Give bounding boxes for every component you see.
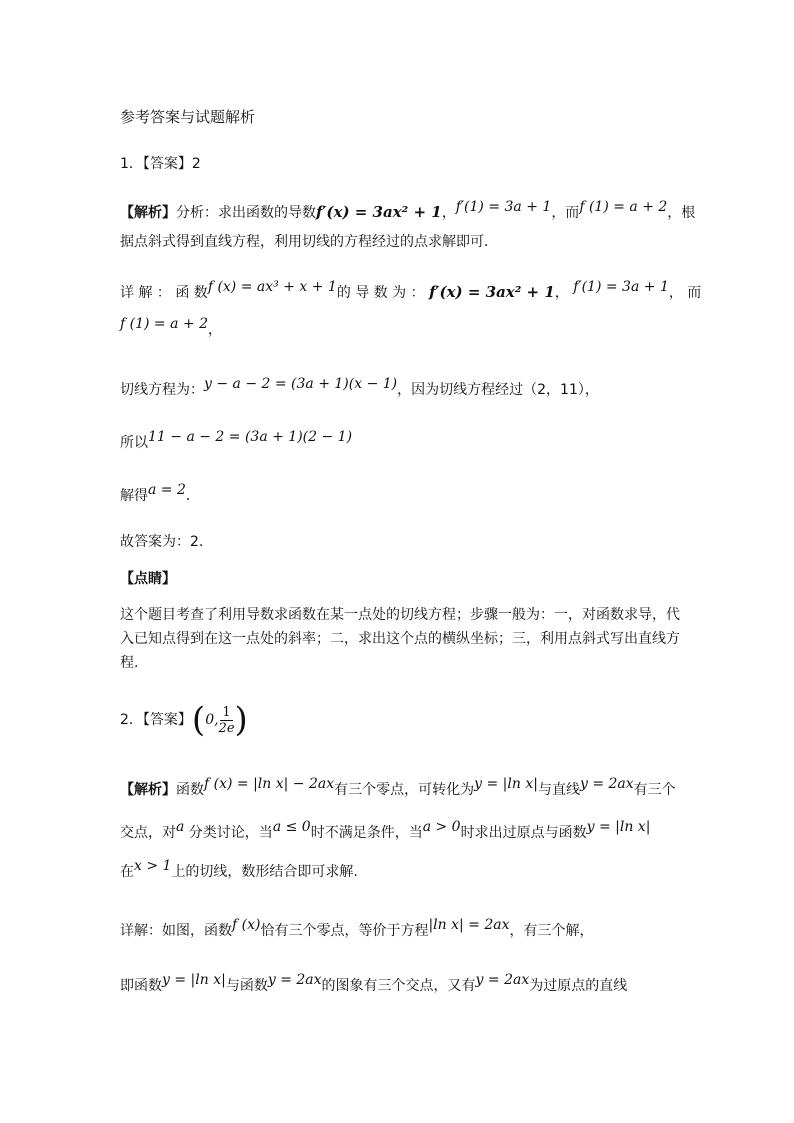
detail-text: ，有三个解， bbox=[509, 923, 594, 939]
analysis-text: 与直线 bbox=[537, 782, 580, 798]
q2-detail-line-2 bbox=[120, 972, 628, 996]
detail-text: 即函数 bbox=[120, 978, 162, 994]
detail-text: ， 而 bbox=[668, 285, 702, 301]
f1-value: f (1) = a + 2 bbox=[120, 316, 208, 332]
q1-solve-line bbox=[120, 482, 200, 506]
q1-answer-line: 故答案为：2. bbox=[120, 534, 204, 550]
tangent-equation: y − a − 2 = (3a + 1)(x − 1) bbox=[204, 376, 398, 392]
analysis-text: 时求出过原点与函数 bbox=[460, 825, 587, 841]
q2-header-text: 2．【答案】 bbox=[120, 712, 192, 728]
analysis-text: 交点，对 bbox=[120, 825, 176, 841]
analysis-text: 在 bbox=[120, 864, 134, 880]
right-paren: ) bbox=[234, 700, 248, 740]
analysis-text: 有三个 bbox=[633, 782, 676, 798]
f1-derivative-value: f′(1) = 3a + 1 bbox=[455, 199, 552, 215]
ln-abs-formula: y = |ln x| bbox=[162, 972, 226, 988]
tangent-text: ，因为切线方程经过（2，11）， bbox=[397, 382, 599, 398]
answer-fraction bbox=[219, 705, 235, 736]
detail-label: 详 解 ： 函 数 bbox=[120, 285, 208, 301]
detail-text: 的 导 数 为 ： bbox=[336, 285, 425, 301]
ln-abs-formula: y = |ln x| bbox=[474, 776, 538, 792]
solve-suffix: ． bbox=[185, 488, 200, 504]
function-formula: f (x) = ax³ + x + 1 bbox=[207, 279, 337, 295]
so-label: 所以 bbox=[120, 435, 148, 451]
q1-detail-line-2 bbox=[120, 316, 222, 340]
tangent-label: 切线方程为： bbox=[120, 382, 204, 398]
separator: ， bbox=[441, 205, 456, 221]
detail-text: 与函数 bbox=[225, 978, 268, 994]
q1-answer-header: 1．【答案】2 bbox=[120, 156, 201, 172]
analysis-text: 分类讨论，当 bbox=[184, 825, 273, 841]
detail-text: 详解：如图，函数 bbox=[120, 923, 232, 939]
analysis-label: 【解析】 bbox=[120, 205, 176, 221]
analysis-text: 有三个零点，可转化为 bbox=[334, 782, 475, 798]
q2-analysis-line-3 bbox=[120, 858, 358, 882]
fraction-denominator: 2e bbox=[218, 720, 235, 736]
ln-abs-formula: y = |ln x| bbox=[586, 819, 651, 835]
separator: ， bbox=[207, 322, 222, 338]
detail-text: 恰有三个零点，等价于方程 bbox=[260, 923, 429, 939]
q2-detail-line-1 bbox=[120, 917, 594, 941]
line-formula: y = 2ax bbox=[267, 972, 322, 988]
detail-text: 的图象有三个交点，又有 bbox=[321, 978, 476, 994]
condition-a-gt-0: a > 0 bbox=[422, 819, 461, 835]
function-formula: f (x) = |ln x| − 2ax bbox=[204, 776, 335, 792]
fraction-numerator: 1 bbox=[222, 704, 231, 720]
analysis-text: 时不满足条件，当 bbox=[310, 825, 423, 841]
detail-text: 为过原点的直线 bbox=[529, 978, 628, 994]
connector-text: ，而 bbox=[551, 205, 580, 221]
line-formula: y = 2ax bbox=[579, 776, 634, 792]
function-fx: f (x) bbox=[232, 917, 261, 933]
variable-a: a bbox=[176, 819, 185, 835]
separator: ， bbox=[554, 285, 569, 301]
condition-a-le-0: a ≤ 0 bbox=[272, 819, 311, 835]
answer-zero: 0, bbox=[205, 712, 219, 728]
note-label: 【点睛】 bbox=[120, 571, 176, 587]
analysis-text: ，根 bbox=[667, 205, 696, 221]
note-paragraph: 这个题目考查了利用导数求函数在某一点处的切线方程；步骤一般为：一，对函数求导，代入已知点得到在这一点处的斜率；二，求出这个点的横纵坐标；三，利用点斜式写出直线方程. bbox=[120, 607, 680, 671]
q2-answer-header bbox=[120, 700, 248, 740]
q1-analysis-line-2: 据点斜式得到直线方程，利用切线的方程经过的点求解即可． bbox=[120, 234, 498, 250]
solve-equation: a = 2 bbox=[148, 482, 186, 498]
q1-analysis-line-1 bbox=[120, 199, 696, 223]
q1-so-line bbox=[120, 429, 353, 453]
q1-detail-line-1 bbox=[120, 279, 702, 303]
condition-x-gt-1: x > 1 bbox=[134, 858, 172, 874]
q2-analysis-line-1 bbox=[120, 776, 676, 800]
f1-value: f (1) = a + 2 bbox=[579, 199, 668, 215]
q2-analysis-line-2 bbox=[120, 819, 651, 843]
derivative-formula: f′(x) = 3ax² + 1 bbox=[316, 203, 442, 221]
left-paren: ( bbox=[191, 700, 206, 740]
analysis-text: 上的切线，数形结合即可求解. bbox=[171, 864, 358, 880]
analysis-text: 分析：求出函数的导数 bbox=[176, 205, 316, 221]
analysis-label: 【解析】 bbox=[120, 782, 176, 798]
f1-derivative-value: f′(1) = 3a + 1 bbox=[573, 279, 669, 295]
page-title: 参考答案与试题解析 bbox=[120, 108, 256, 126]
equation-formula: |ln x| = 2ax bbox=[428, 917, 510, 933]
derivative-formula: f′(x) = 3ax² + 1 bbox=[429, 283, 555, 301]
q1-tangent-line bbox=[120, 376, 599, 400]
solve-label: 解得 bbox=[120, 488, 148, 504]
line-formula: y = 2ax bbox=[475, 972, 530, 988]
so-equation: 11 − a − 2 = (3a + 1)(2 − 1) bbox=[148, 429, 353, 445]
analysis-text: 函数 bbox=[176, 782, 204, 798]
